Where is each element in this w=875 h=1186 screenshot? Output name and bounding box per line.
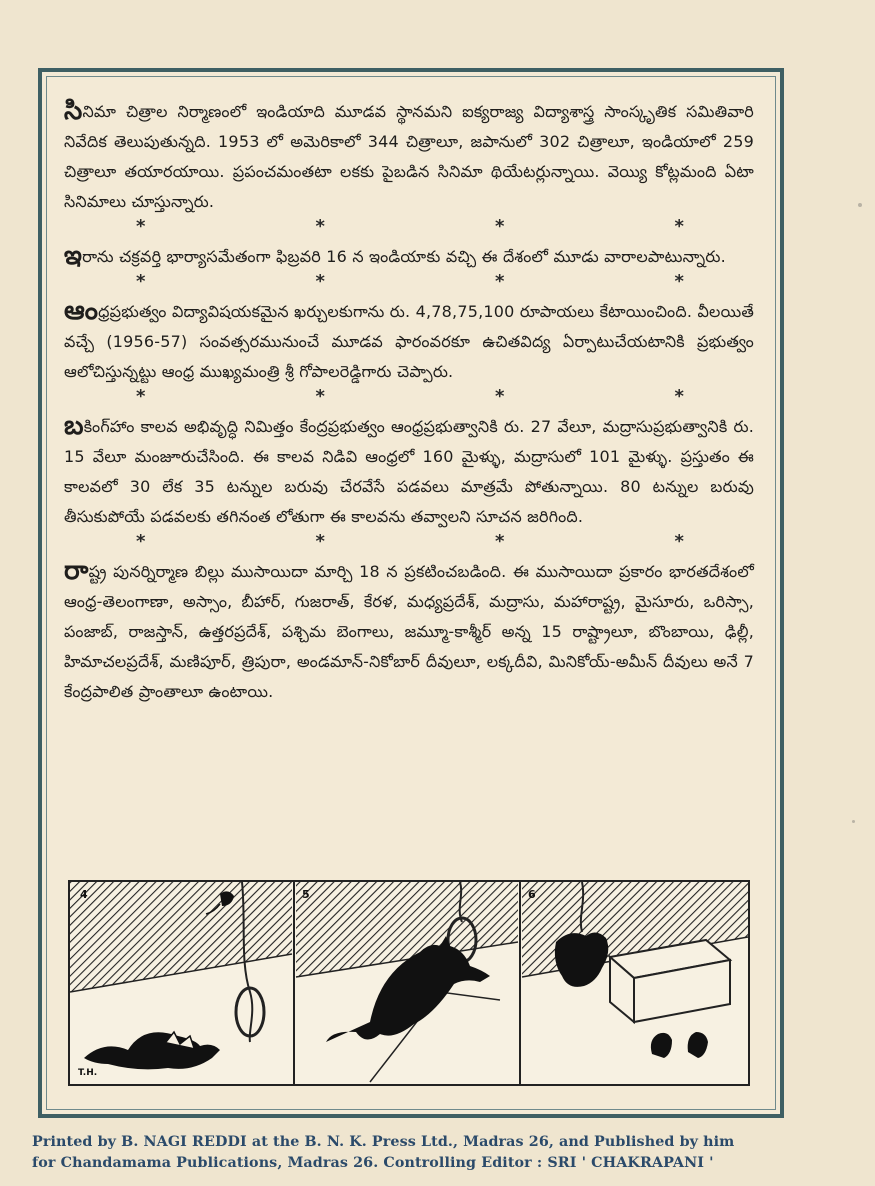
imprint-line-1: Printed by B. NAGI REDDI at the B. N. K. Press Ltd., Madras 26, and Published by him (32, 1134, 735, 1150)
star: * (136, 531, 146, 552)
star: * (674, 386, 684, 407)
star: * (315, 531, 325, 552)
star: * (315, 386, 325, 407)
star: * (674, 271, 684, 292)
imprint-footer (32, 1132, 852, 1174)
star: * (136, 216, 146, 237)
panel-number: 4 (80, 888, 88, 901)
paragraph-lead: ఇ (64, 241, 83, 271)
paragraph-text: ధ్రప్రభుత్వం విద్యావిషయకమైన ఖర్చులకుగాను రు. 4,78,75,100 రూపాయలు కేటాయించింది. వీలయితే వచ్చే (1956-57) సంవత్సరమునుంచే మూడవ ఫారంవరకూ ఉచితవిద్య ఏర్పాటుచేయటానికి ప్రభుత్వం ఆలోచిస్తున్నట్టు ఆంధ్ర ముఖ్యమంత్రి శ్రీ గోపాలరెడ్డిగారు చెప్పారు. (64, 302, 754, 381)
panel-number: 6 (528, 888, 536, 901)
cat-figure (84, 1032, 220, 1069)
separator-stars (64, 217, 754, 241)
paragraph-iran (64, 241, 754, 272)
paragraph-cinema (64, 96, 754, 217)
comic-strip (68, 880, 750, 1086)
paragraph-text: ష్ట్ర పునర్నిర్మాణ బిల్లు ముసాయిదా మార్చి 18 న ప్రకటించబడింది. ఈ ముసాయిదా ప్రకారం భారతదేశంలో ఆంధ్ర-తెలంగాణా, అస్సాం, బీహార్, గుజరాత్, కేరళ, మధ్యప్రదేశ్, మద్రాసు, మహారాష్ట్ర, మైసూరు, ఒరిస్సా, పంజాబ్, రాజస్తాన్, ఉత్తరప్రదేశ్, పశ్చిమ బెంగాలు, జమ్మూ-కాశ్మీర్ అన్న 15 రాష్ట్రాలూ, బొంబాయి, ఢిల్లీ, హిమాచలప్రదేశ్, మణిపూర్, త్రిపురా, అండమాన్-నికోబార్ దీవులూ, లక్కదీవి, మినికోయ్-అమీన్ దీవులు అనే 7 కేంద్రపాలిత ప్రాంతాలూ ఉంటాయి. (64, 562, 754, 701)
comic-panel-1 (70, 882, 292, 1069)
comic-illustration (70, 882, 748, 1084)
separator-stars (64, 387, 754, 411)
paragraph-lead: బ (64, 411, 84, 441)
paragraph-lead: ఆం (64, 296, 99, 326)
separator-stars (64, 272, 754, 296)
artist-signature: T.H. (78, 1068, 98, 1078)
imprint-line-2: for Chandamama Publications, Madras 26. Controlling Editor : SRI ' CHAKRAPANI ' (32, 1155, 714, 1171)
paragraph-lead: రా (64, 556, 89, 586)
paragraph-text: నిమా చిత్రాల నిర్మాణంలో ఇండియాది మూడవ స్థానమని ఐక్యరాజ్య విద్యాశాస్త్ర సాంస్కృతిక సమితివారి నివేదిక తెలుపుతున్నది. 1953 లో అమెరికాలో 344 చిత్రాలూ, జపానులో 302 చిత్రాలూ, ఇండియాలో 259 చిత్రాలూ తయారయాయి. ప్రపంచమంతటా లకకు పైబడిన సినిమా థియేటర్లున్నాయి. వెయ్యి కోట్లమంది ఏటా సినిమాలు చూస్తున్నారు. (64, 102, 754, 211)
hanging-cat-figure (555, 932, 608, 986)
star: * (495, 216, 505, 237)
star: * (136, 386, 146, 407)
star: * (674, 216, 684, 237)
paragraph-text: కింగ్‌హాం కాలవ అభివృద్ధి నిమిత్తం కేంద్రప్రభుత్వం ఆంధ్రప్రభుత్వానికి రు. 27 వేలూ, మద్రాసుప్రభుత్వానికి రు. 15 వేలూ మంజూరుచేసింది. ఈ కాలవ నిడివి ఆంధ్రలో 160 మైళ్ళు, మద్రాసులో 101 మైళ్ళు. ప్రస్తుతం ఈ కాలవలో 30 లేక 35 టన్నుల బరువు చేరవేసే పడవలు మాత్రమే పోతున్నాయి. 80 టన్నుల బరువు తీసుకుపోయే పడవలకు తగినంత లోతుగా ఈ కాలవను తవ్వాలని సూచన జరిగింది. (64, 417, 754, 526)
panel-number: 5 (302, 888, 310, 901)
article-body (64, 96, 754, 707)
star: * (136, 271, 146, 292)
paragraph-buckingham-canal (64, 411, 754, 532)
paragraph-text: రాను చక్రవర్తి భార్యాసమేతంగా ఫిబ్రవరి 16 న ఇండియాకు వచ్చి ఈ దేశంలో మూడు వారాలపాటున్నారు. (82, 247, 726, 266)
star: * (315, 216, 325, 237)
comic-panel-2 (296, 882, 518, 1082)
mouse-figure (688, 1032, 708, 1058)
paragraph-lead: సి (64, 96, 83, 126)
star: * (674, 531, 684, 552)
mouse-figure (651, 1033, 672, 1058)
star: * (495, 531, 505, 552)
comic-panel-3 (522, 882, 748, 1058)
paragraph-states-reorganisation (64, 556, 754, 707)
star: * (495, 386, 505, 407)
star: * (495, 271, 505, 292)
separator-stars (64, 532, 754, 556)
paragraph-andhra-education (64, 296, 754, 387)
star: * (315, 271, 325, 292)
